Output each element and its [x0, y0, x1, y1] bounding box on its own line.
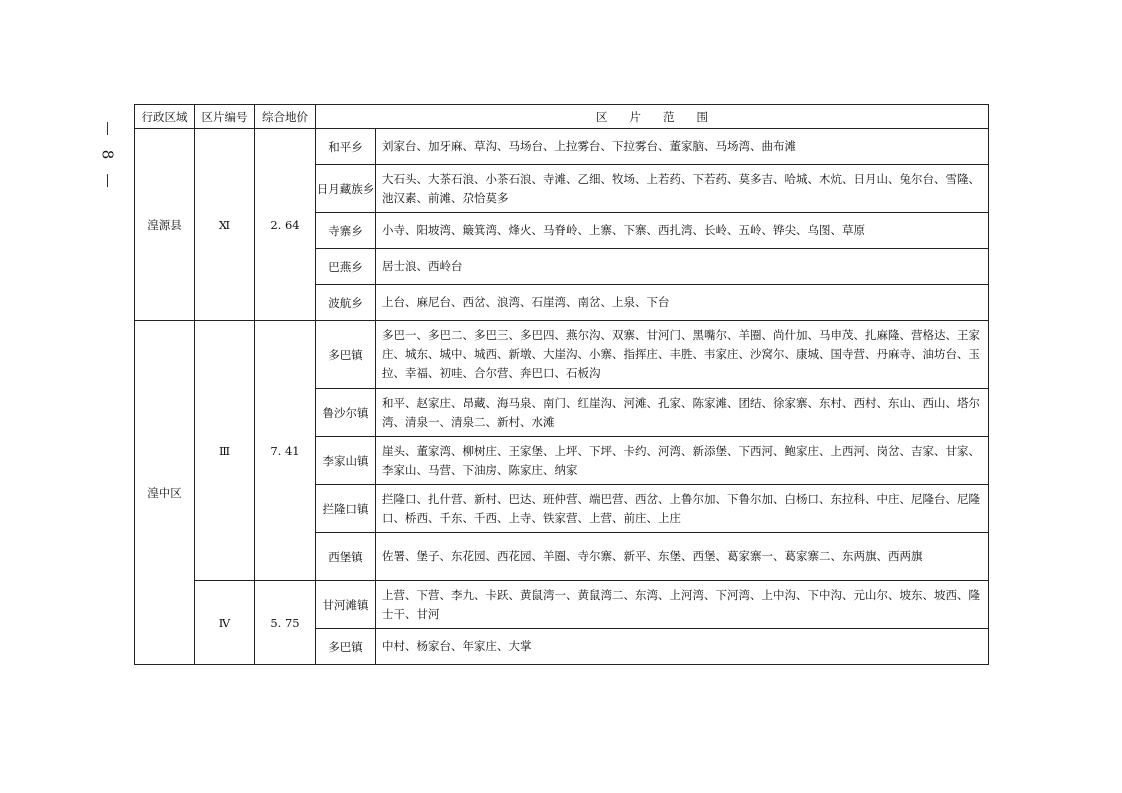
range-cell: 佐署、堡子、东花园、西花园、羊圈、寺尔寨、新平、东堡、西堡、葛家寨一、葛家寨二、东两旗、西两旗: [376, 533, 989, 581]
range-cell: 和平、赵家庄、昂藏、海马泉、南门、红崖沟、河滩、孔家、陈家滩、团结、徐家寨、东村、西村、东山、西山、塔尔湾、清泉一、清泉二、新村、水滩: [376, 389, 989, 437]
header-region: 行政区域: [135, 105, 195, 129]
range-cell: 居士浪、西岭台: [376, 249, 989, 285]
header-zone-range: 区 片 范 围: [316, 105, 989, 129]
town-cell: 寺寨乡: [316, 213, 376, 249]
region-cell: 湟中区: [135, 321, 195, 665]
page-number: [96, 122, 118, 192]
range-cell: 中村、杨家台、年家庄、大掌: [376, 629, 989, 665]
page-number-digit: 8: [98, 149, 117, 160]
page-number-dash-bottom: [107, 174, 108, 187]
range-cell: 大石头、大茶石浪、小茶石浪、寺滩、乙细、牧场、上若药、下若药、莫多吉、哈城、木炕、日月山、兔尔台、雪隆、池汉素、前滩、尕恰莫多: [376, 165, 989, 213]
town-cell: 鲁沙尔镇: [316, 389, 376, 437]
town-cell: 多巴镇: [316, 321, 376, 389]
price-cell: 5. 75: [255, 581, 316, 665]
town-cell: 李家山镇: [316, 437, 376, 485]
town-cell: 波航乡: [316, 285, 376, 321]
table-row: [135, 321, 989, 389]
range-cell: 崖头、董家湾、柳树庄、王家堡、上坪、下坪、卡约、河湾、新添堡、下西河、鲍家庄、上西河、岗岔、吉家、甘家、李家山、马营、下油房、陈家庄、纳家: [376, 437, 989, 485]
header-price: 综合地价: [255, 105, 316, 129]
zone-id-cell: Ⅲ: [195, 321, 255, 581]
table-row: [135, 581, 989, 629]
town-cell: 甘河滩镇: [316, 581, 376, 629]
land-price-zone-table: [134, 104, 989, 665]
table-row: [135, 129, 989, 165]
range-cell: 拦隆口、扎什营、新村、巴达、班仲营、端巴营、西岔、上鲁尔加、下鲁尔加、白杨口、东拉科、中庄、尼隆台、尼隆口、桥西、千东、千西、上寺、铁家营、上营、前庄、上庄: [376, 485, 989, 533]
range-cell: 上台、麻尼台、西岔、浪湾、石崖湾、南岔、上泉、下台: [376, 285, 989, 321]
header-zone-id: 区片编号: [195, 105, 255, 129]
range-cell: 小寺、阳坡湾、簸箕湾、烽火、马脊岭、上寨、下寨、西扎湾、长岭、五岭、铧尖、乌图、草原: [376, 213, 989, 249]
town-cell: 和平乡: [316, 129, 376, 165]
region-cell: 湟源县: [135, 129, 195, 321]
range-cell: 刘家台、加牙麻、草沟、马场台、上拉雾台、下拉雾台、董家脑、马场湾、曲布滩: [376, 129, 989, 165]
range-cell: 上营、下营、李九、卡跃、黄鼠湾一、黄鼠湾二、东湾、上河湾、下河湾、上中沟、下中沟、元山尔、坡东、坡西、隆士干、甘河: [376, 581, 989, 629]
town-cell: 拦隆口镇: [316, 485, 376, 533]
town-cell: 多巴镇: [316, 629, 376, 665]
town-cell: 日月藏族乡: [316, 165, 376, 213]
zone-id-cell: Ⅳ: [195, 581, 255, 665]
page-number-dash-top: [107, 122, 108, 135]
price-cell: 7. 41: [255, 321, 316, 581]
zone-id-cell: Ⅺ: [195, 129, 255, 321]
town-cell: 巴燕乡: [316, 249, 376, 285]
table-header-row: [135, 105, 989, 129]
range-cell: 多巴一、多巴二、多巴三、多巴四、燕尔沟、双寨、甘河门、黑嘴尔、羊圈、尚什加、马申茂、扎麻隆、营格达、王家庄、城东、城中、城西、新墩、大崖沟、小寨、指挥庄、丰胜、韦家庄、沙窝尔、康城、国寺营、丹麻寺、油坊台、玉拉、幸福、初哇、合尔营、奔巴口、石板沟: [376, 321, 989, 389]
price-cell: 2. 64: [255, 129, 316, 321]
town-cell: 西堡镇: [316, 533, 376, 581]
